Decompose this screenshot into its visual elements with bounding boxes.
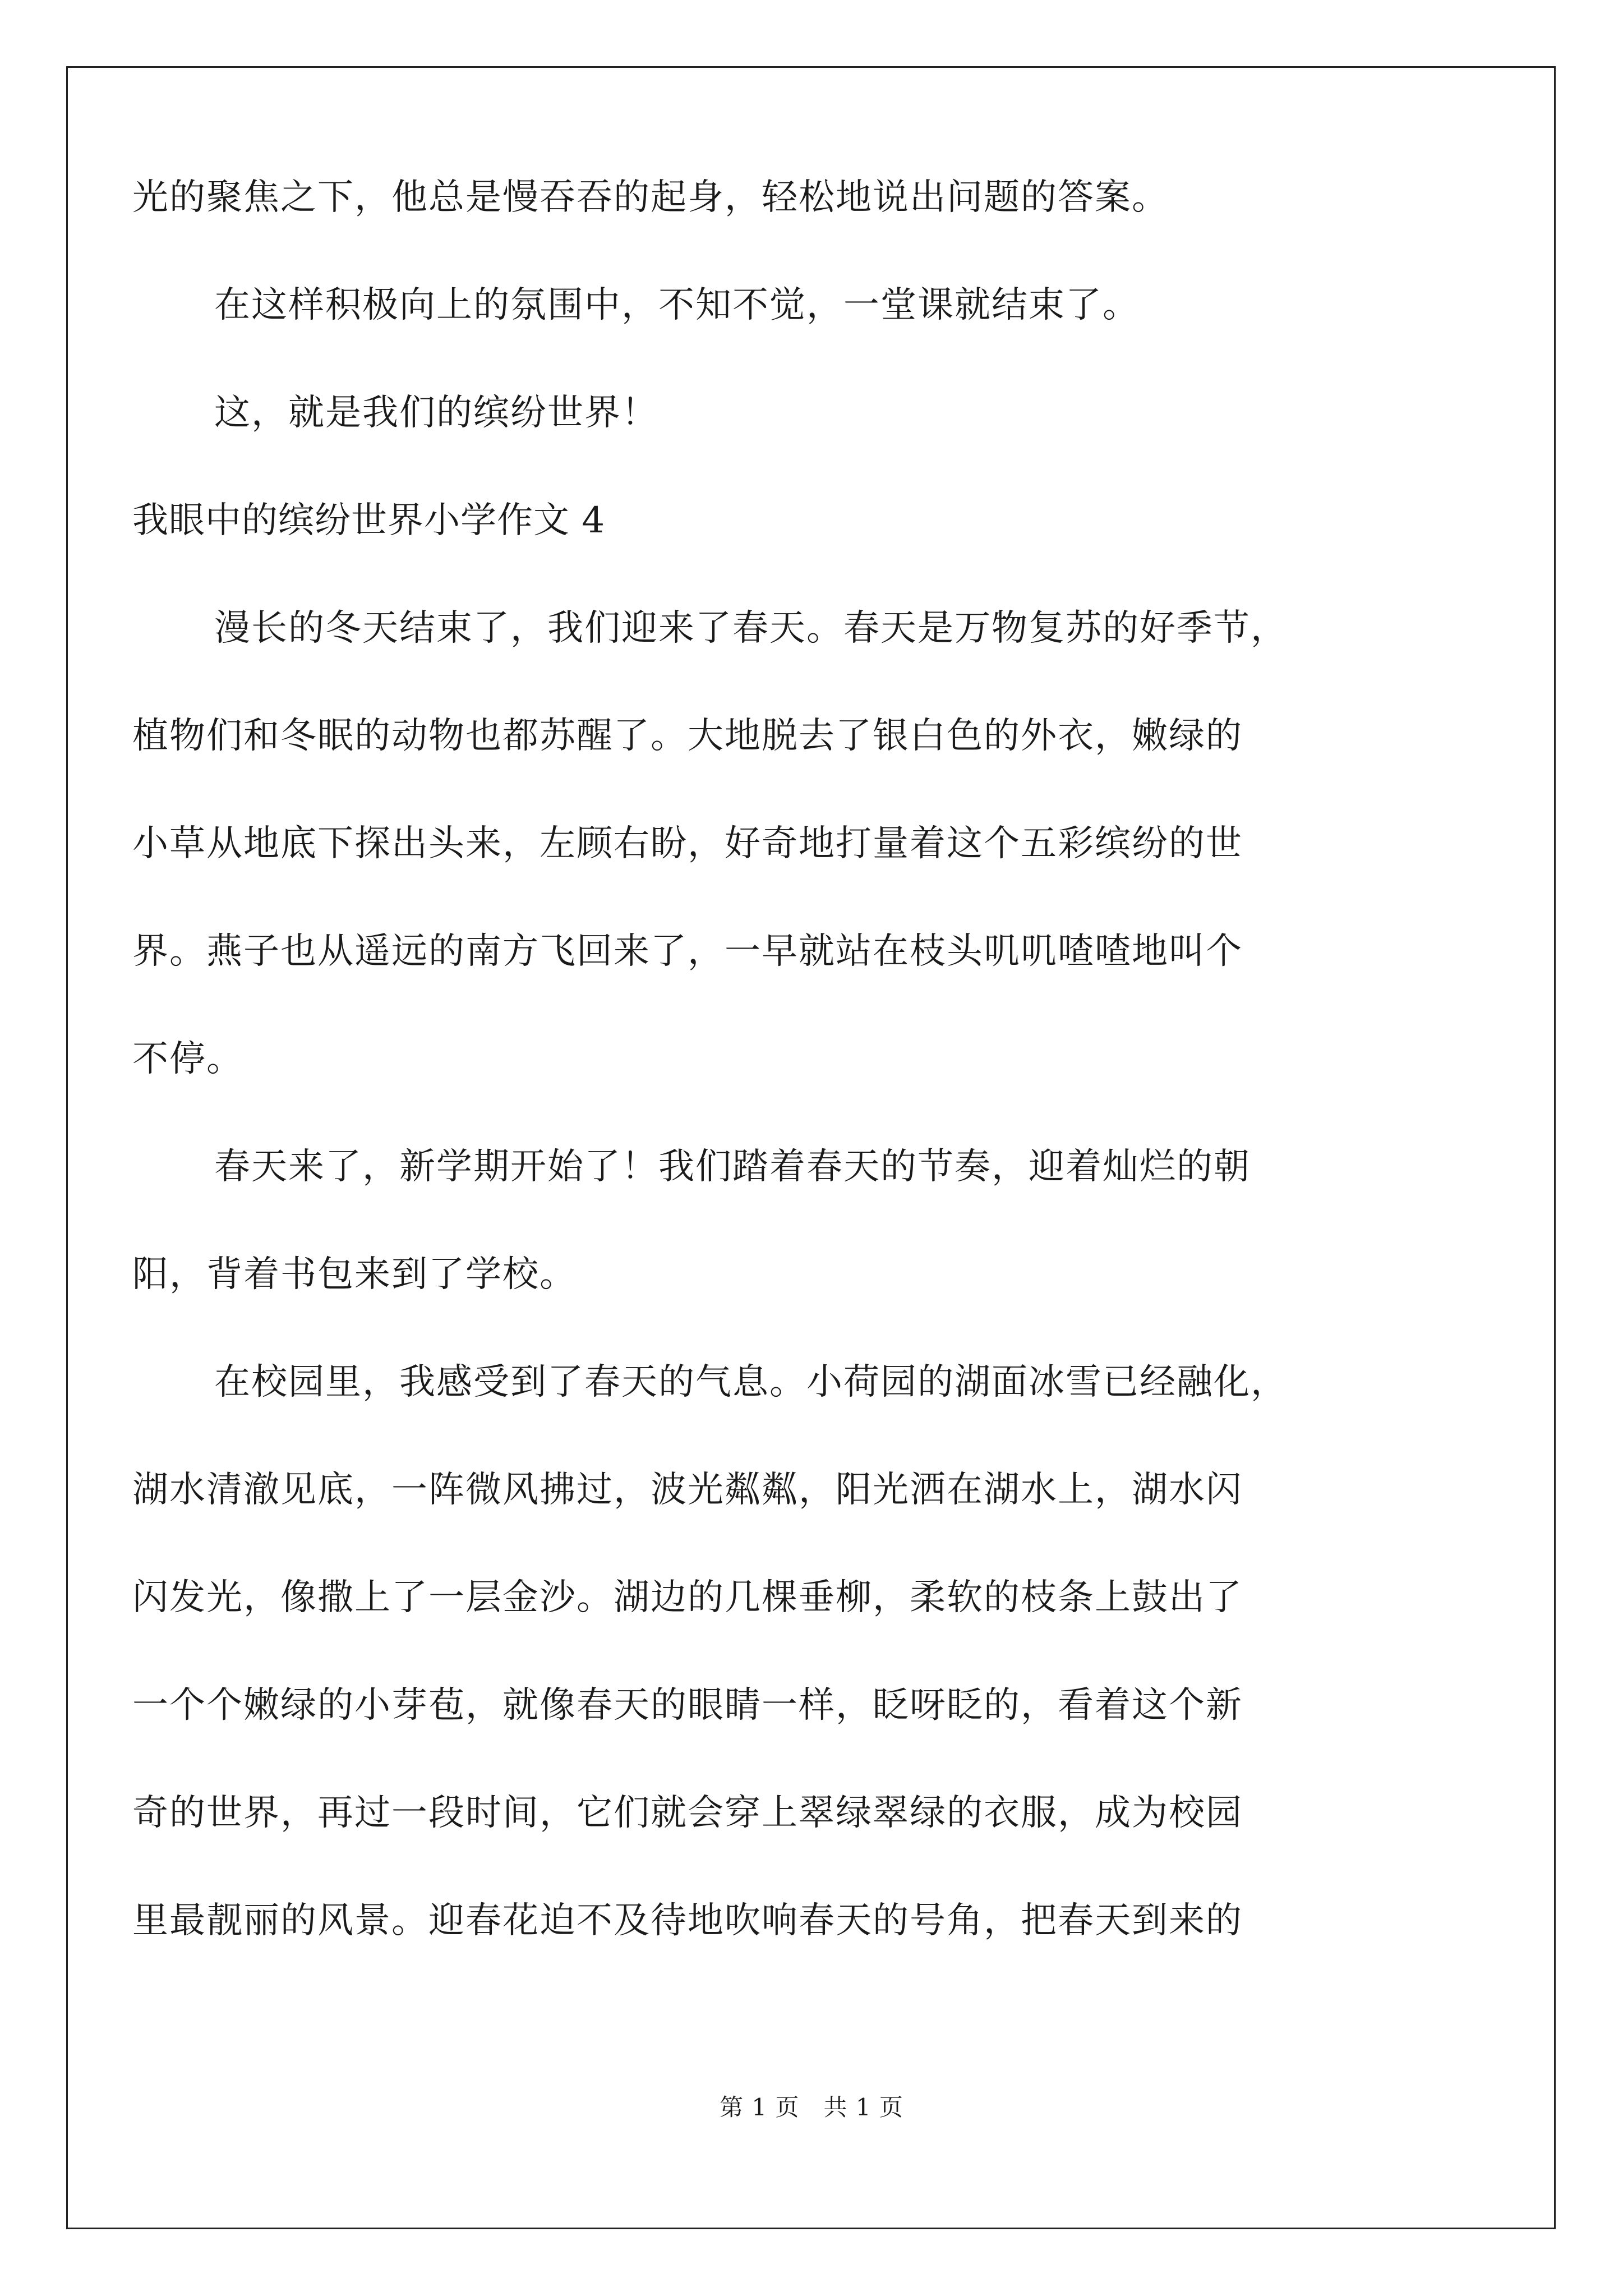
text-line-content: 在这样积极向上的氛围中，不知不觉，一堂课就结束了。 (214, 284, 1140, 326)
text-line-content: 不停。 (132, 1038, 243, 1080)
text-line-content: 阳，背着书包来到了学校。 (132, 1254, 577, 1295)
text-line (132, 1756, 1490, 1864)
text-line (132, 1217, 1490, 1325)
text-line (132, 571, 1490, 679)
text-line (132, 356, 1490, 463)
section-heading-text: 我眼中的缤纷世界小学作文 4 (132, 500, 606, 541)
text-line-content: 小草从地底下探出头来，左顾右盼，好奇地打量着这个五彩缤纷的世 (132, 823, 1243, 864)
text-line-content: 界。燕子也从遥远的南方飞回来了，一早就站在枝头叽叽喳喳地叫个 (132, 931, 1243, 972)
text-line (132, 679, 1490, 786)
text-line (132, 1110, 1490, 1217)
text-line-content: 闪发光，像撒上了一层金沙。湖边的几棵垂柳，柔软的枝条上鼓出了 (132, 1577, 1243, 1618)
text-line-content: 湖水清澈见底，一阵微风拂过，波光粼粼，阳光洒在湖水上，湖水闪 (132, 1469, 1243, 1511)
document-body (132, 140, 1490, 1971)
text-line-content: 里最靓丽的风景。迎春花迫不及待地吹响春天的号角，把春天到来的 (132, 1900, 1243, 1941)
text-line-content: 一个个嫩绿的小芽苞，就像春天的眼睛一样，眨呀眨的，看着这个新 (132, 1685, 1243, 1726)
text-line-content: 奇的世界，再过一段时间，它们就会穿上翠绿翠绿的衣服，成为校园 (132, 1792, 1243, 1834)
text-line-content: 春天来了，新学期开始了！我们踏着春天的节奏，迎着灿烂的朝 (214, 1146, 1251, 1188)
text-line (132, 1325, 1490, 1433)
text-line (132, 894, 1490, 1002)
text-line (132, 1540, 1490, 1648)
text-line-content: 植物们和冬眠的动物也都苏醒了。大地脱去了银白色的外衣，嫩绿的 (132, 715, 1243, 757)
text-line-content: 漫长的冬天结束了，我们迎来了春天。春天是万物复苏的好季节， (214, 608, 1288, 649)
text-line (132, 1648, 1490, 1756)
page-footer: 第 1 页 共 1 页 (720, 2093, 903, 2121)
text-line (132, 140, 1490, 248)
section-heading (132, 463, 1490, 571)
text-line (132, 1433, 1490, 1540)
text-line (132, 786, 1490, 894)
text-line (132, 1002, 1490, 1110)
text-line-content: 在校园里，我感受到了春天的气息。小荷园的湖面冰雪已经融化， (214, 1361, 1288, 1403)
text-line (132, 1864, 1490, 1971)
text-line (132, 248, 1490, 356)
text-line-content: 光的聚焦之下，他总是慢吞吞的起身，轻松地说出问题的答案。 (132, 177, 1169, 218)
text-line-content: 这，就是我们的缤纷世界！ (214, 392, 658, 434)
